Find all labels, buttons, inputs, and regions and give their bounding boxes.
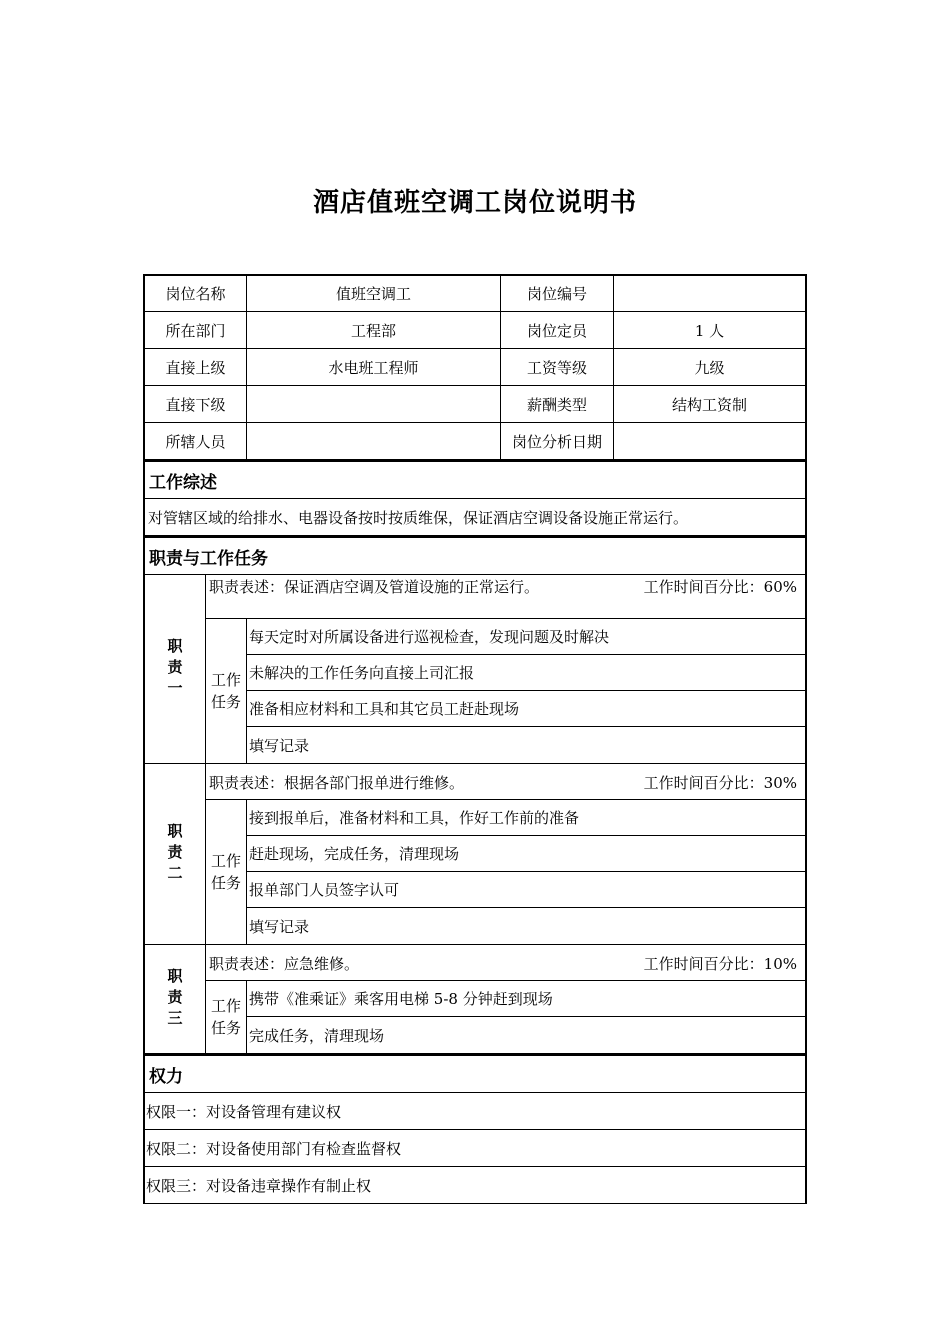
summary-heading: 工作综述 (149, 472, 217, 493)
task-label: 工作任务 (206, 619, 247, 763)
info-label: 直接上级 (145, 349, 247, 385)
duty-label: 职责三 (145, 945, 206, 1053)
info-row (145, 349, 805, 386)
authority-item: 权限三：对设备违章操作有制止权 (146, 1176, 372, 1195)
info-value (247, 386, 501, 422)
task-item: 携带《准乘证》乘客用电梯 5-8 分钟赶到现场 (247, 981, 805, 1017)
duties-block (145, 575, 805, 1054)
task-label: 工作任务 (206, 800, 247, 944)
info-value (614, 276, 805, 311)
info-value: 结构工资制 (671, 395, 747, 414)
duty-desc-text: 职责表述：根据各部门报单进行维修。 (209, 774, 465, 792)
info-value (614, 423, 805, 459)
info-label: 直接下级 (145, 386, 247, 422)
info-label: 工资等级 (501, 349, 614, 385)
info-label: 岗位定员 (501, 312, 614, 348)
duties-heading: 职责与工作任务 (149, 548, 268, 569)
authority-row (145, 1093, 805, 1130)
info-value: 1 人 (694, 321, 725, 340)
duty-time-percentage: 工作时间百分比：10% (643, 955, 797, 973)
info-row (145, 423, 805, 460)
task-item: 完成任务，清理现场 (249, 1026, 385, 1045)
info-value (247, 423, 501, 459)
info-label: 岗位名称 (145, 276, 247, 311)
duties-heading-row (145, 536, 805, 575)
authority-item: 权限二：对设备使用部门有检查监督权 (146, 1139, 402, 1158)
task-item: 赶赴现场，完成任务，清理现场 (247, 836, 805, 872)
task-item: 填写记录 (249, 917, 310, 936)
duty-label: 职责一 (145, 575, 206, 763)
task-item: 未解决的工作任务向直接上司汇报 (247, 655, 805, 691)
task-item: 接到报单后，准备材料和工具，作好工作前的准备 (247, 800, 805, 836)
summary-heading-row (145, 460, 805, 499)
info-row (145, 276, 805, 312)
info-row (145, 312, 805, 349)
authority-row (145, 1167, 805, 1203)
task-item: 填写记录 (249, 736, 310, 755)
info-label: 薪酬类型 (501, 386, 614, 422)
summary-text-row (145, 499, 805, 536)
duty-block (145, 575, 805, 764)
info-value: 九级 (694, 358, 725, 377)
info-label: 岗位编号 (501, 276, 614, 311)
authority-heading-row (145, 1054, 805, 1093)
summary-text: 对管辖区域的给排水、电器设备按时按质维保，保证酒店空调设备设施正常运行。 (148, 508, 689, 527)
info-value: 工程部 (247, 312, 501, 348)
info-value: 值班空调工 (247, 276, 501, 311)
task-item: 准备相应材料和工具和其它员工赶赴现场 (247, 691, 805, 727)
duty-description (206, 764, 805, 800)
info-label: 所在部门 (145, 312, 247, 348)
page-title: 酒店值班空调工岗位说明书 (312, 188, 637, 218)
task-item: 每天定时对所属设备进行巡视检查，发现问题及时解决 (247, 619, 805, 655)
duty-time-percentage: 工作时间百分比：30% (643, 774, 797, 792)
info-label: 所辖人员 (145, 423, 247, 459)
job-description-table (143, 274, 807, 1204)
task-item: 报单部门人员签字认可 (247, 872, 805, 908)
duty-block (145, 764, 805, 945)
authority-item: 权限一：对设备管理有建议权 (146, 1102, 342, 1121)
authority-row (145, 1130, 805, 1167)
duty-block (145, 945, 805, 1053)
duty-description (206, 575, 805, 619)
task-label: 工作任务 (206, 981, 247, 1053)
duty-desc-text: 职责表述：应急维修。 (209, 955, 360, 973)
info-row (145, 386, 805, 423)
info-label: 岗位分析日期 (501, 423, 614, 459)
duty-description (206, 945, 805, 981)
duty-label: 职责二 (145, 764, 206, 944)
duty-time-percentage: 工作时间百分比：60% (643, 578, 797, 596)
authority-heading: 权力 (149, 1066, 183, 1087)
duty-desc-text: 职责表述：保证酒店空调及管道设施的正常运行。 (209, 578, 540, 596)
info-value: 水电班工程师 (247, 349, 501, 385)
